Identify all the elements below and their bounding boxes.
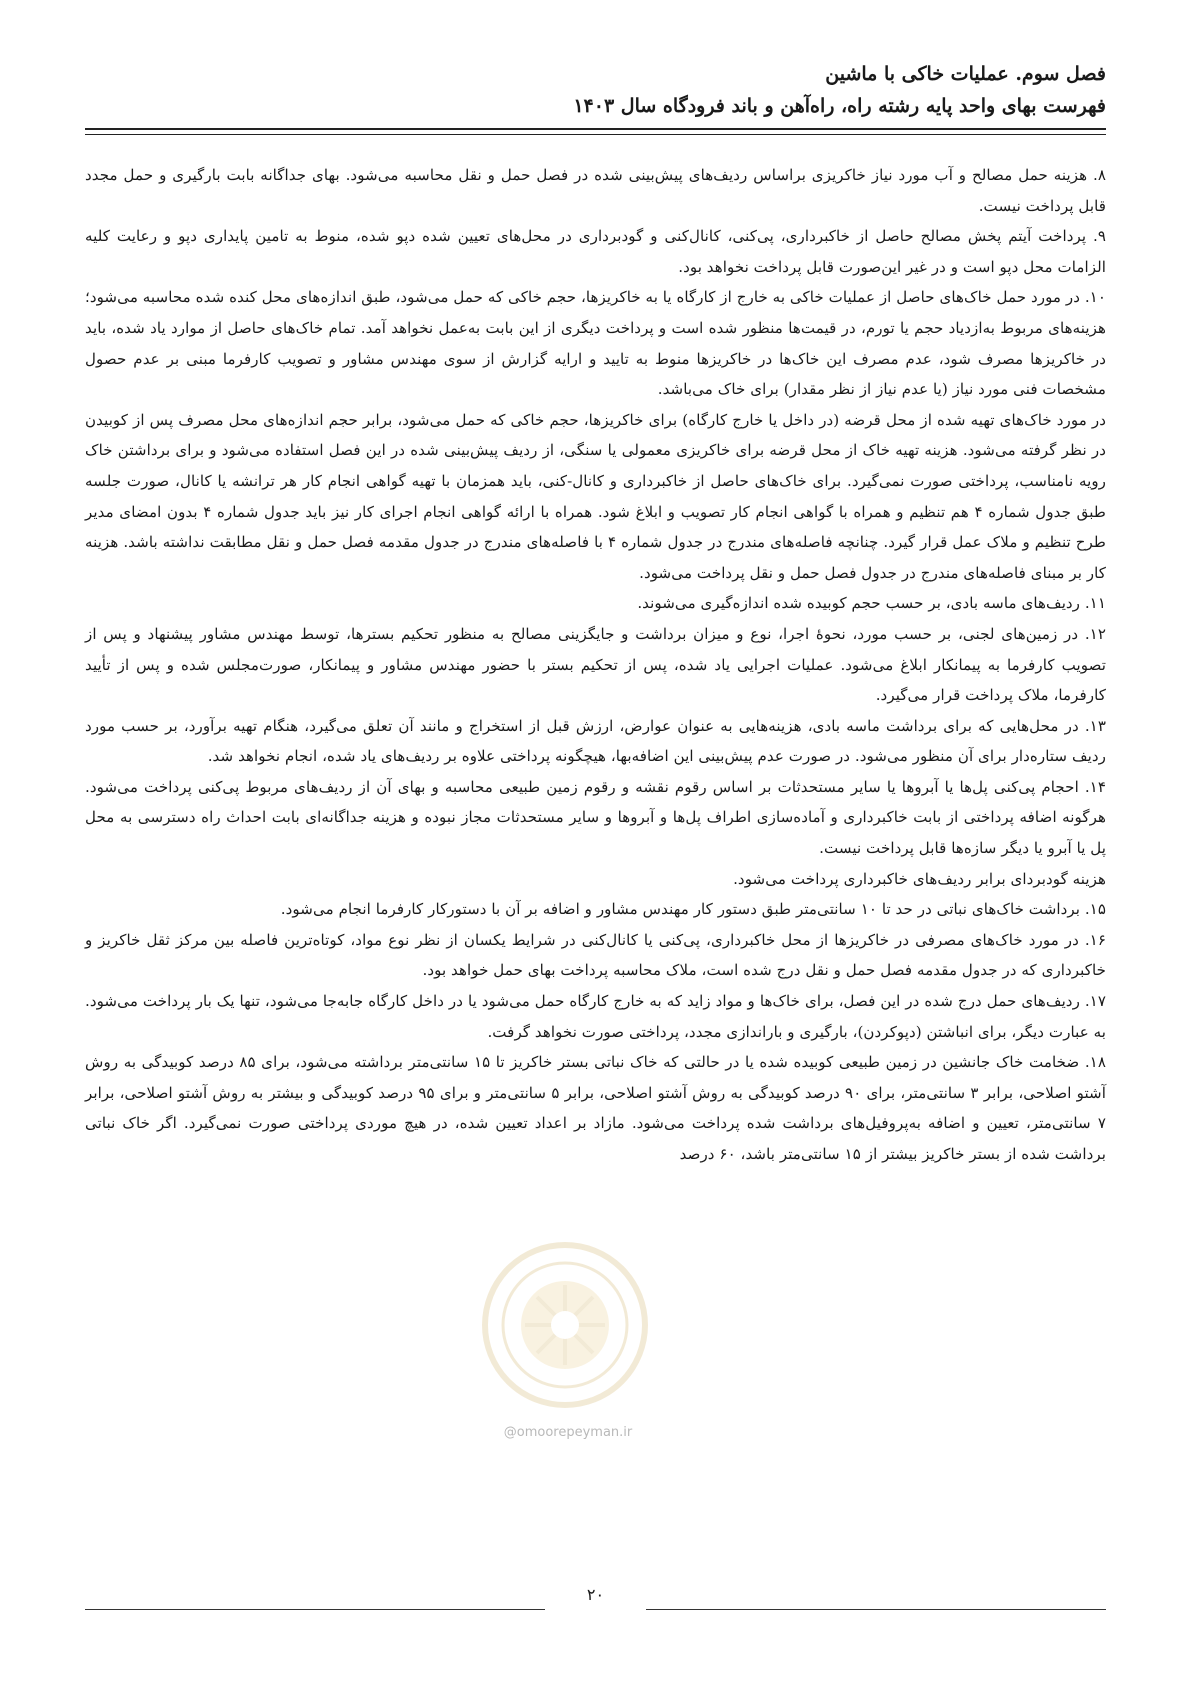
paragraph: هزینه گودبردای برابر ردیف‌های خاکبرداری پرداخت می‌شود. [733, 869, 1106, 888]
page-footer [85, 1585, 1106, 1609]
paragraph: ۱۳. در محل‌هایی که برای برداشت ماسه بادی، هزینه‌هایی به عنوان عوارض، ارزش قبل از استخراج و مانند آن تعلق می‌گیرد، هنگام تهیه برآورد، بر حسب مورد ردیف ستاره‌دار برای آن منظور می‌شود. در صورت عدم پیش‌بینی این اضافه‌بها، هیچگونه پرداختی علاوه بر ردیف‌های یاد شده، انجام نخواهد شد. [85, 716, 1106, 766]
body-text [85, 160, 1106, 1170]
paragraph: ۱۲. در زمین‌های لجنی، بر حسب مورد، نحوهٔ اجرا، نوع و میزان برداشت و جایگزینی مصالح به منظور تحکیم بسترها، توسط مهندس مشاور پیشنهاد و پس از تصویب کارفرما به پیمانکار ابلاغ می‌شود. عملیات اجرایی یاد شده، پس از تحکیم بستر با حضور مهندس مشاور و پیمانکار، صورت‌مجلس شده و پس از تأیید کارفرما، ملاک پرداخت قرار می‌گیرد. [85, 624, 1106, 705]
page-number: ۲۰ [586, 1585, 605, 1604]
paragraph: ۱۷. ردیف‌های حمل درج شده در این فصل، برای خاک‌ها و مواد زاید که به خارج کارگاه حمل می‌شود یا در داخل کارگاه جابه‌جا می‌شود، تنها یک بار پرداخت می‌شود. به عبارت دیگر، برای انباشتن (دپوکردن)، بارگیری و باراندازی مجدد، پرداختی صورت نخواهد گرفت. [85, 992, 1106, 1041]
footer-rule-left [85, 1609, 545, 1610]
paragraph: ۱۰. در مورد حمل خاک‌های حاصل از عملیات خاکی به خارج از کارگاه یا به خاکریزها، حجم خاکی که حمل می‌شود، طبق اندازه‌های محل کنده شده محاسبه می‌شود؛ هزینه‌های مربوط به‌ازدیاد حجم یا تورم، در قیمت‌ها منظور شده است و پرداخت دیگری از این بابت به‌عمل نخواهد آمد. تمام خاک‌های حاصل از موارد یاد شده، باید در خاکریزها مصرف شود، عدم مصرف این خاک‌ها در خاکریزها منوط به تایید و ارایه گزارش از سوی مهندس مشاور و تصویب کارفرما مبنی بر عدم حصول مشخصات فنی مورد نیاز (یا عدم نیاز از نظر مقدار) برای خاک می‌باشد. [85, 288, 1106, 399]
paragraph: ۱۱. ردیف‌های ماسه بادی، بر حسب حجم کوبیده شده اندازه‌گیری می‌شوند. [637, 594, 1106, 613]
omoorepeyman-seal-icon [480, 1240, 650, 1410]
paragraph: ۱۴. احجام پی‌کنی پل‌ها یا آبروها یا سایر مستحدثات بر اساس رقوم نقشه و رقوم زمین طبیعی محاسبه و بهای آن از ردیف‌های مربوط پی‌کنی پرداخت می‌شود. هرگونه اضافه پرداختی از بابت خاکبرداری و آماده‌سازی اطراف پل‌ها و آبروها و سایر مستحدثات مجاز نبوده و هزینه جداگانه‌ای بابت احداث راه دسترسی به محل پل یا آبرو یا دیگر سازه‌ها قابل پرداخت نیست. [85, 777, 1106, 858]
paragraph: ۱۵. برداشت خاک‌های نباتی در حد تا ۱۰ سانتی‌متر طبق دستور کار مهندس مشاور و اضافه بر آن با دستورکار کارفرما انجام می‌شود. [280, 900, 1106, 919]
paragraph: در مورد خاک‌های تهیه شده از محل قرضه (در داخل یا خارج کارگاه) برای خاکریزها، حجم خاکی که حمل می‌شود، برابر حجم اندازه‌های محل مصرف پس از کوبیدن در نظر گرفته می‌شود. هزینه تهیه خاک از محل قرضه برای خاکریزی معمولی یا سنگی، از ردیف پیش‌بینی شده در این فصل استفاده می‌شود و برای برداشتن خاک رویه نامناسب، پرداختی صورت نمی‌گیرد. برای خاک‌های حاصل از خاکبرداری و کانال-کنی، باید همزمان با تهیه گواهی انجام کار هر ترانشه یا کانال، صورت جلسه طبق جدول شماره ۴ هم تنظیم و همراه با گواهی انجام کار تصویب و ابلاغ شود. همراه با ارائه گواهی انجام اجرای کار نیز باید جدول شماره ۴ بدون امضای مدیر طرح تنظیم و ملاک عمل قرار گیرد. چنانچه فاصله‌های مندرج در جدول شماره ۴ با فاصله‌های مندرج در جدول مقدمه فصل حمل و نقل مطابقت نداشته باشد. هزینه کار بر مبنای فاصله‌های مندرج در جدول فصل حمل و نقل پرداخت می‌شود. [85, 410, 1107, 582]
page-header [85, 58, 1106, 122]
footer-rule-right [646, 1609, 1106, 1610]
paragraph: ۱۸. ضخامت خاک جانشین در زمین طبیعی کوبیده شده یا در حالتی که خاک نباتی بستر خاکریز تا ۱۵ سانتی‌متر برداشته می‌شود، برای ۸۵ درصد کوبیدگی به روش آشتو اصلاحی، برابر ۳ سانتی‌متر، برای ۹۰ درصد کوبیدگی به روش آشتو اصلاحی، برابر ۵ سانتی‌متر و برای ۹۵ درصد کوبیدگی و بیشتر به روش آشتو اصلاحی، برابر ۷ سانتی‌متر، تعیین و اضافه به‌پروفیل‌های برداشت شده پرداخت می‌شود. مازاد بر اعداد تعیین شده، در هیچ موردی پرداختی صورت نمی‌گیرد. اگر خاک نباتی برداشت شده از بستر خاکریز بیشتر از ۱۵ سانتی‌متر باشد، ۶۰ درصد [85, 1053, 1106, 1163]
watermark-text: @omoorepeyman.ir [503, 1425, 633, 1440]
header-rule-thick [85, 128, 1106, 130]
chapter-title: فصل سوم. عملیات خاکی با ماشین [825, 63, 1106, 85]
paragraph: ۸. هزینه حمل مصالح و آب مورد نیاز خاکریزی براساس ردیف‌های پیش‌بینی شده در فصل حمل و نقل محاسبه می‌شود. بهای جداگانه بابت بارگیری و حمل مجدد قابل پرداخت نیست. [85, 166, 1106, 215]
paragraph: ۹. پرداخت آیتم پخش مصالح حاصل از خاکبرداری، پی‌کنی، کانال‌کنی و گودبرداری در محل‌های تعیین شده دپو شده، منوط به تامین پایداری دپو و رعایت کلیه الزامات محل دپو است و در غیر این‌صورت قابل پرداخت نخواهد بود. [85, 227, 1106, 276]
document-subtitle: فهرست بهای واحد پایه رشته راه، راه‌آهن و باند فرودگاه سال ۱۴۰۳ [573, 95, 1106, 117]
header-rule-thin [85, 134, 1106, 135]
paragraph: ۱۶. در مورد خاک‌های مصرفی در خاکریزها از محل خاکبرداری، پی‌کنی یا کانال‌کنی در شرایط یکسان از نظر نوع مواد، کوتاه‌ترین فاصله بین مرکز ثقل خاکریز و خاکبرداری که در جدول مقدمه فصل حمل و نقل درج شده است، ملاک محاسبه پرداخت بهای حمل خواهد بود. [85, 930, 1106, 980]
